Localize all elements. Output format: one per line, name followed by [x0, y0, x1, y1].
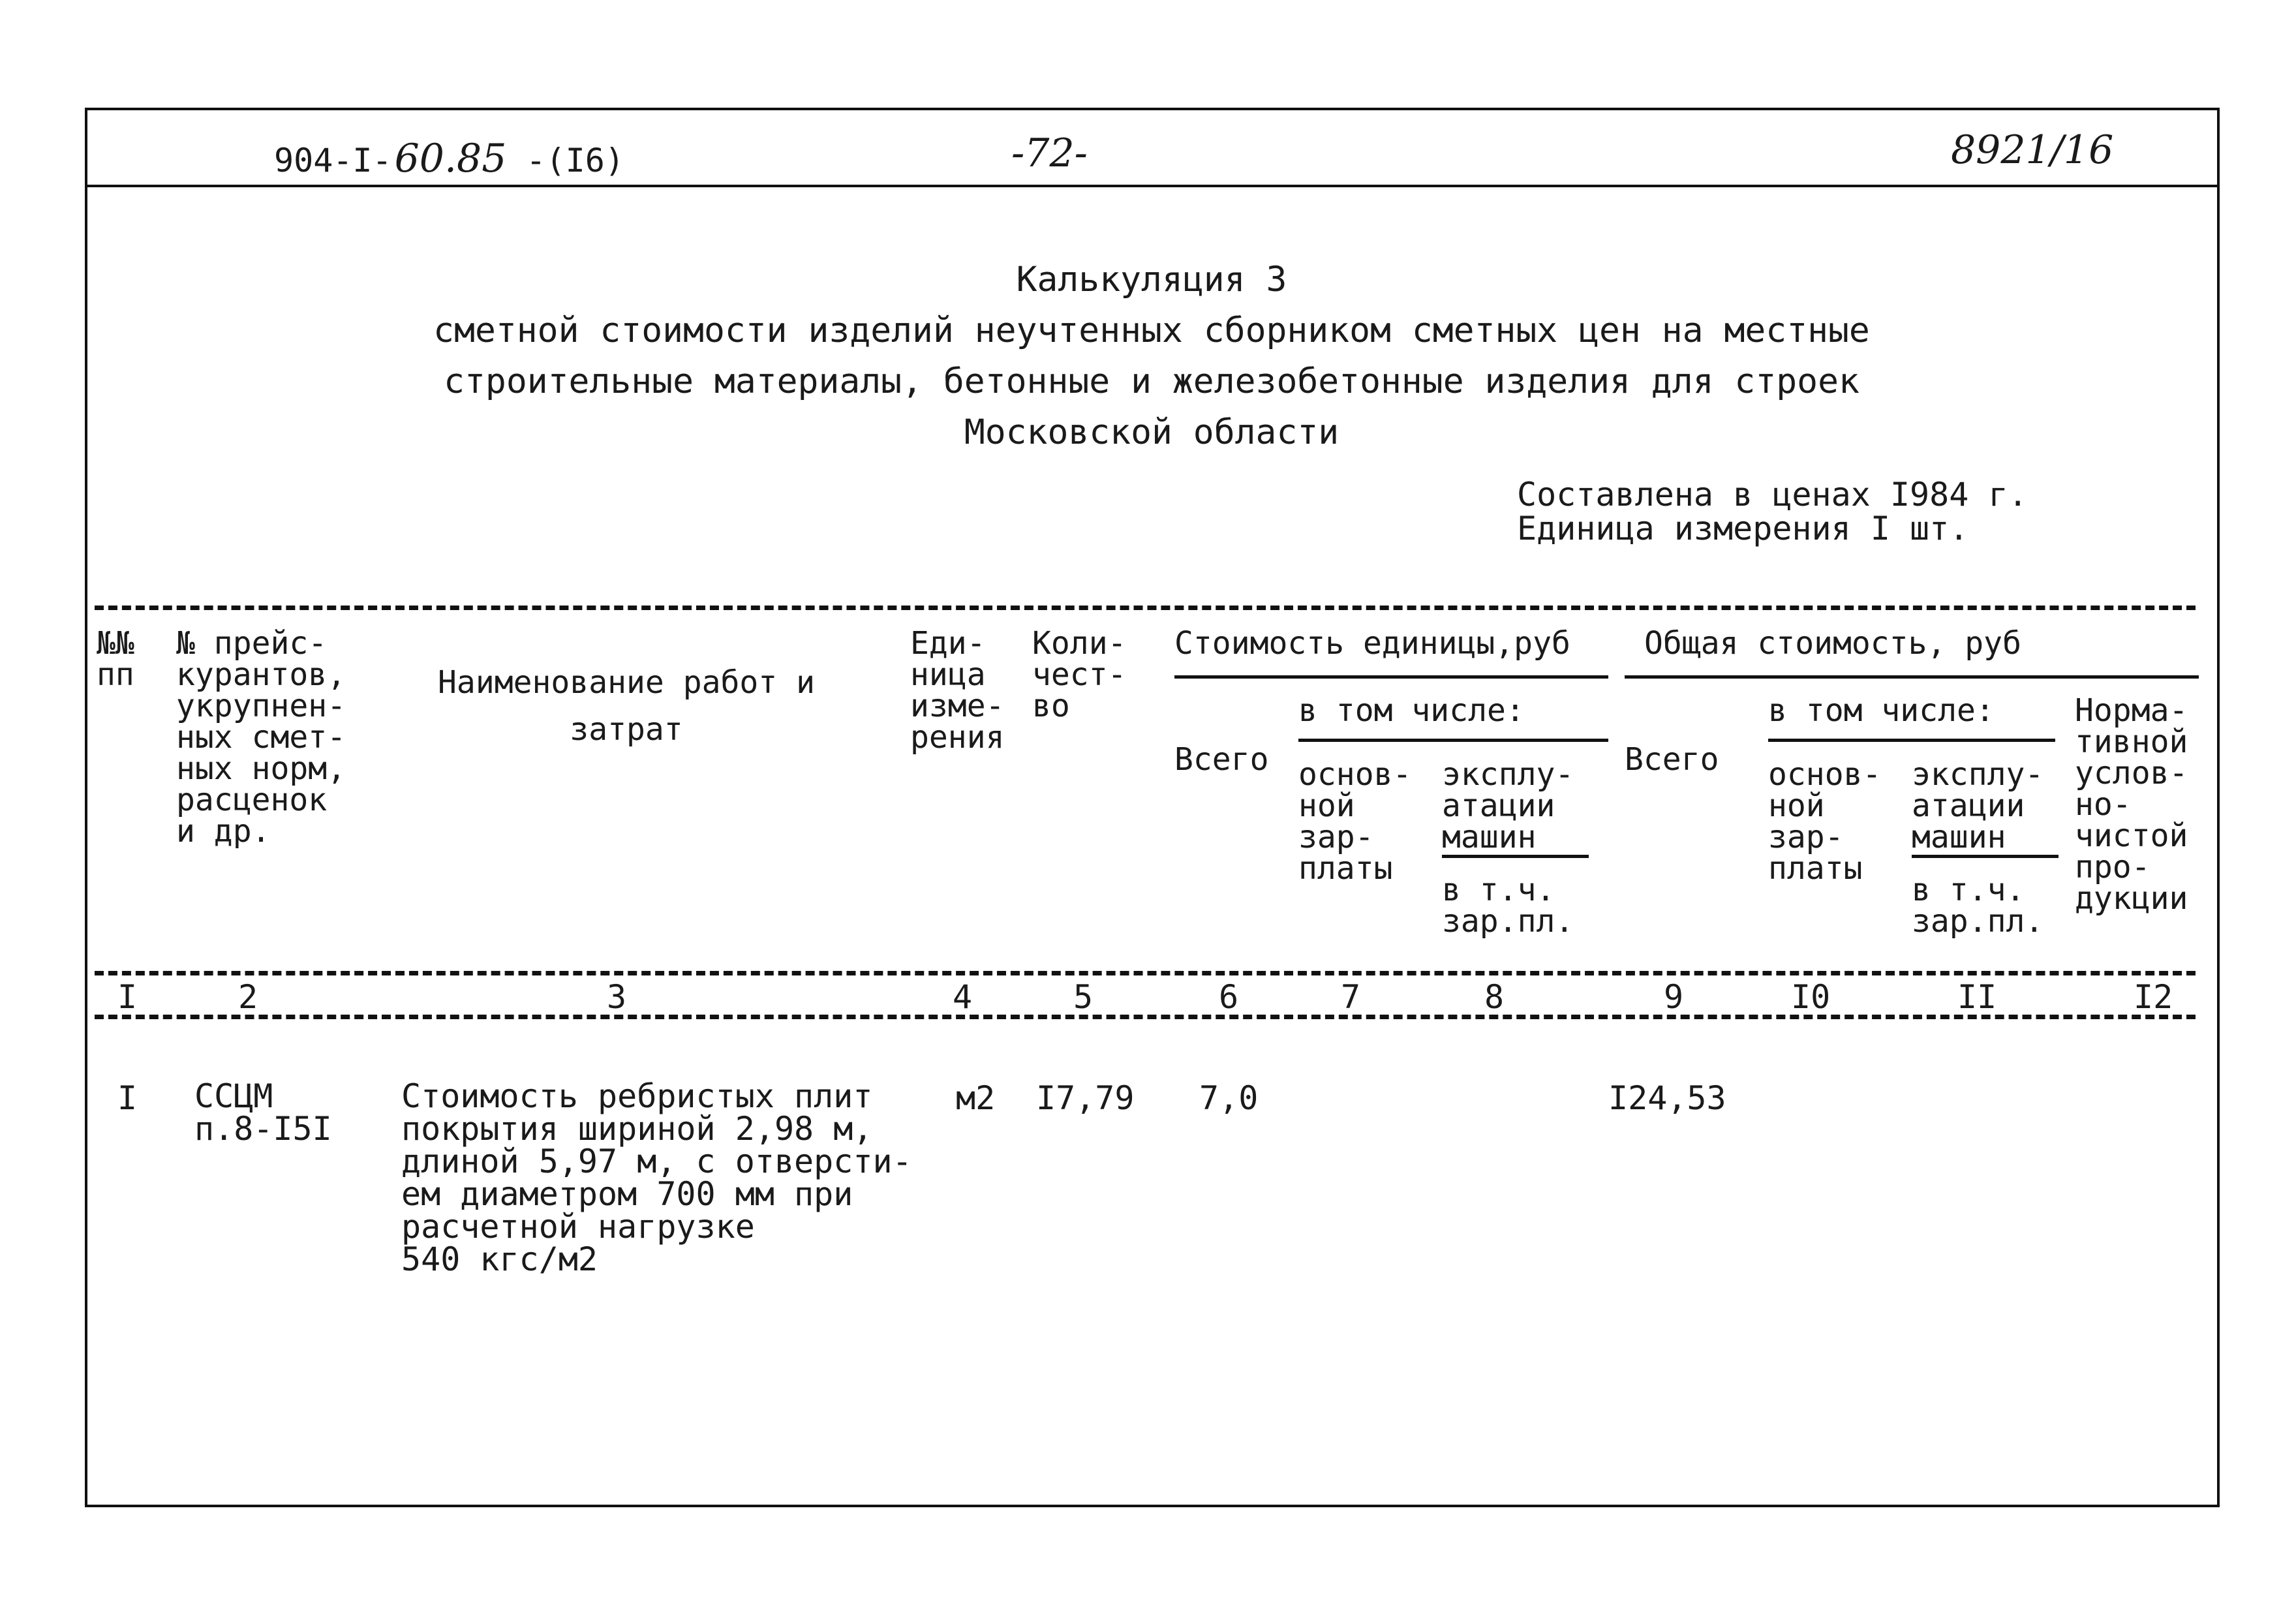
unit-cost-group-header: Стоимость единицы,руб — [1174, 625, 1570, 662]
colnum-10: I0 — [1791, 978, 1831, 1016]
row-unit-total: 7,0 — [1199, 1079, 1259, 1117]
doc-code-handwritten: 60.85 — [394, 136, 507, 181]
col11-header-top: эксплу- атации машин — [1912, 756, 2044, 855]
colnum-2: 2 — [238, 978, 258, 1016]
col1-header: №№ пп — [97, 625, 134, 693]
total-incl-rule — [1768, 739, 2055, 742]
col8-header-bottom: в т.ч. зар.пл. — [1442, 872, 1574, 940]
col4-header: Еди- ница изме- рения — [910, 625, 1005, 756]
total-incl-header: в том числе: — [1768, 692, 1995, 729]
row-name: Стоимость ребристых плит покрытия шириной 2,98 м, длиной 5,97 м, с отверсти- ем диаметром 700 мм при расчетной нагрузке 540 кгс/м2 — [401, 1077, 912, 1278]
colnum-4: 4 — [953, 978, 973, 1016]
total-cost-group-header: Общая стоимость, руб — [1644, 625, 2021, 662]
col10-header: основ- ной зар- платы — [1768, 756, 1882, 887]
header-rule — [85, 185, 2220, 187]
sheet-number: 8921/16 — [1951, 127, 2114, 173]
doc-code-printed: 904-I- — [274, 142, 392, 179]
col12-header: Норма- тивной услов- но- чистой про- дукции — [2075, 692, 2188, 917]
prices-note: Составлена в ценах I984 г. — [1517, 476, 2028, 514]
doc-title-line4: Московской области — [964, 412, 1339, 452]
doc-title-line2: сметной стоимости изделий неучтенных сборником сметных цен на местные — [433, 311, 1870, 350]
colnum-3: 3 — [607, 978, 627, 1016]
colnum-1: I — [117, 978, 138, 1016]
total-cost-group-rule — [1625, 675, 2199, 679]
colnum-9: 9 — [1664, 978, 1684, 1016]
col3-header: Наименование работ и затрат — [438, 664, 815, 748]
colnum-7: 7 — [1341, 978, 1361, 1016]
column-numbers-top-rule — [95, 971, 2196, 975]
col7-header: основ- ной зар- платы — [1298, 756, 1412, 887]
row-unit: м2 — [956, 1079, 996, 1117]
colnum-11: II — [1957, 978, 1997, 1016]
row-total: I24,53 — [1608, 1079, 1726, 1117]
doc-title-line3: строительные материалы, бетонные и железобетонные изделия для строек — [444, 361, 1860, 401]
col11-rule — [1912, 855, 2059, 858]
unit-incl-rule — [1298, 739, 1608, 742]
unit-cost-group-rule — [1174, 675, 1608, 679]
table-top-rule — [95, 606, 2196, 610]
doc-code — [274, 136, 624, 181]
row-code: ССЦМ п.8-I5I — [194, 1077, 332, 1148]
colnum-8: 8 — [1484, 978, 1505, 1016]
col8-header-top: эксплу- атации машин — [1442, 756, 1574, 855]
unit-note: Единица измерения I шт. — [1517, 510, 1969, 547]
row-quantity: I7,79 — [1036, 1079, 1135, 1117]
col5-header: Коли- чест- во — [1032, 625, 1127, 724]
unit-incl-header: в том числе: — [1298, 692, 1525, 729]
colnum-12: I2 — [2134, 978, 2173, 1016]
page-number: -72- — [1011, 130, 1088, 176]
col11-header-bottom: в т.ч. зар.пл. — [1912, 872, 2044, 940]
col9-header: Всего — [1625, 741, 1719, 778]
doc-code-suffix: -(I6) — [526, 142, 624, 179]
column-numbers-bottom-rule — [95, 1015, 2196, 1019]
row-number: I — [117, 1079, 138, 1117]
col8-rule — [1442, 855, 1589, 858]
col2-header: № прейс- курантов, укрупнен- ных смет- ных норм, расценок и др. — [176, 625, 346, 850]
col6-header: Всего — [1174, 741, 1269, 778]
colnum-5: 5 — [1073, 978, 1094, 1016]
doc-title-line1: Калькуляция 3 — [1016, 260, 1287, 299]
colnum-6: 6 — [1219, 978, 1239, 1016]
